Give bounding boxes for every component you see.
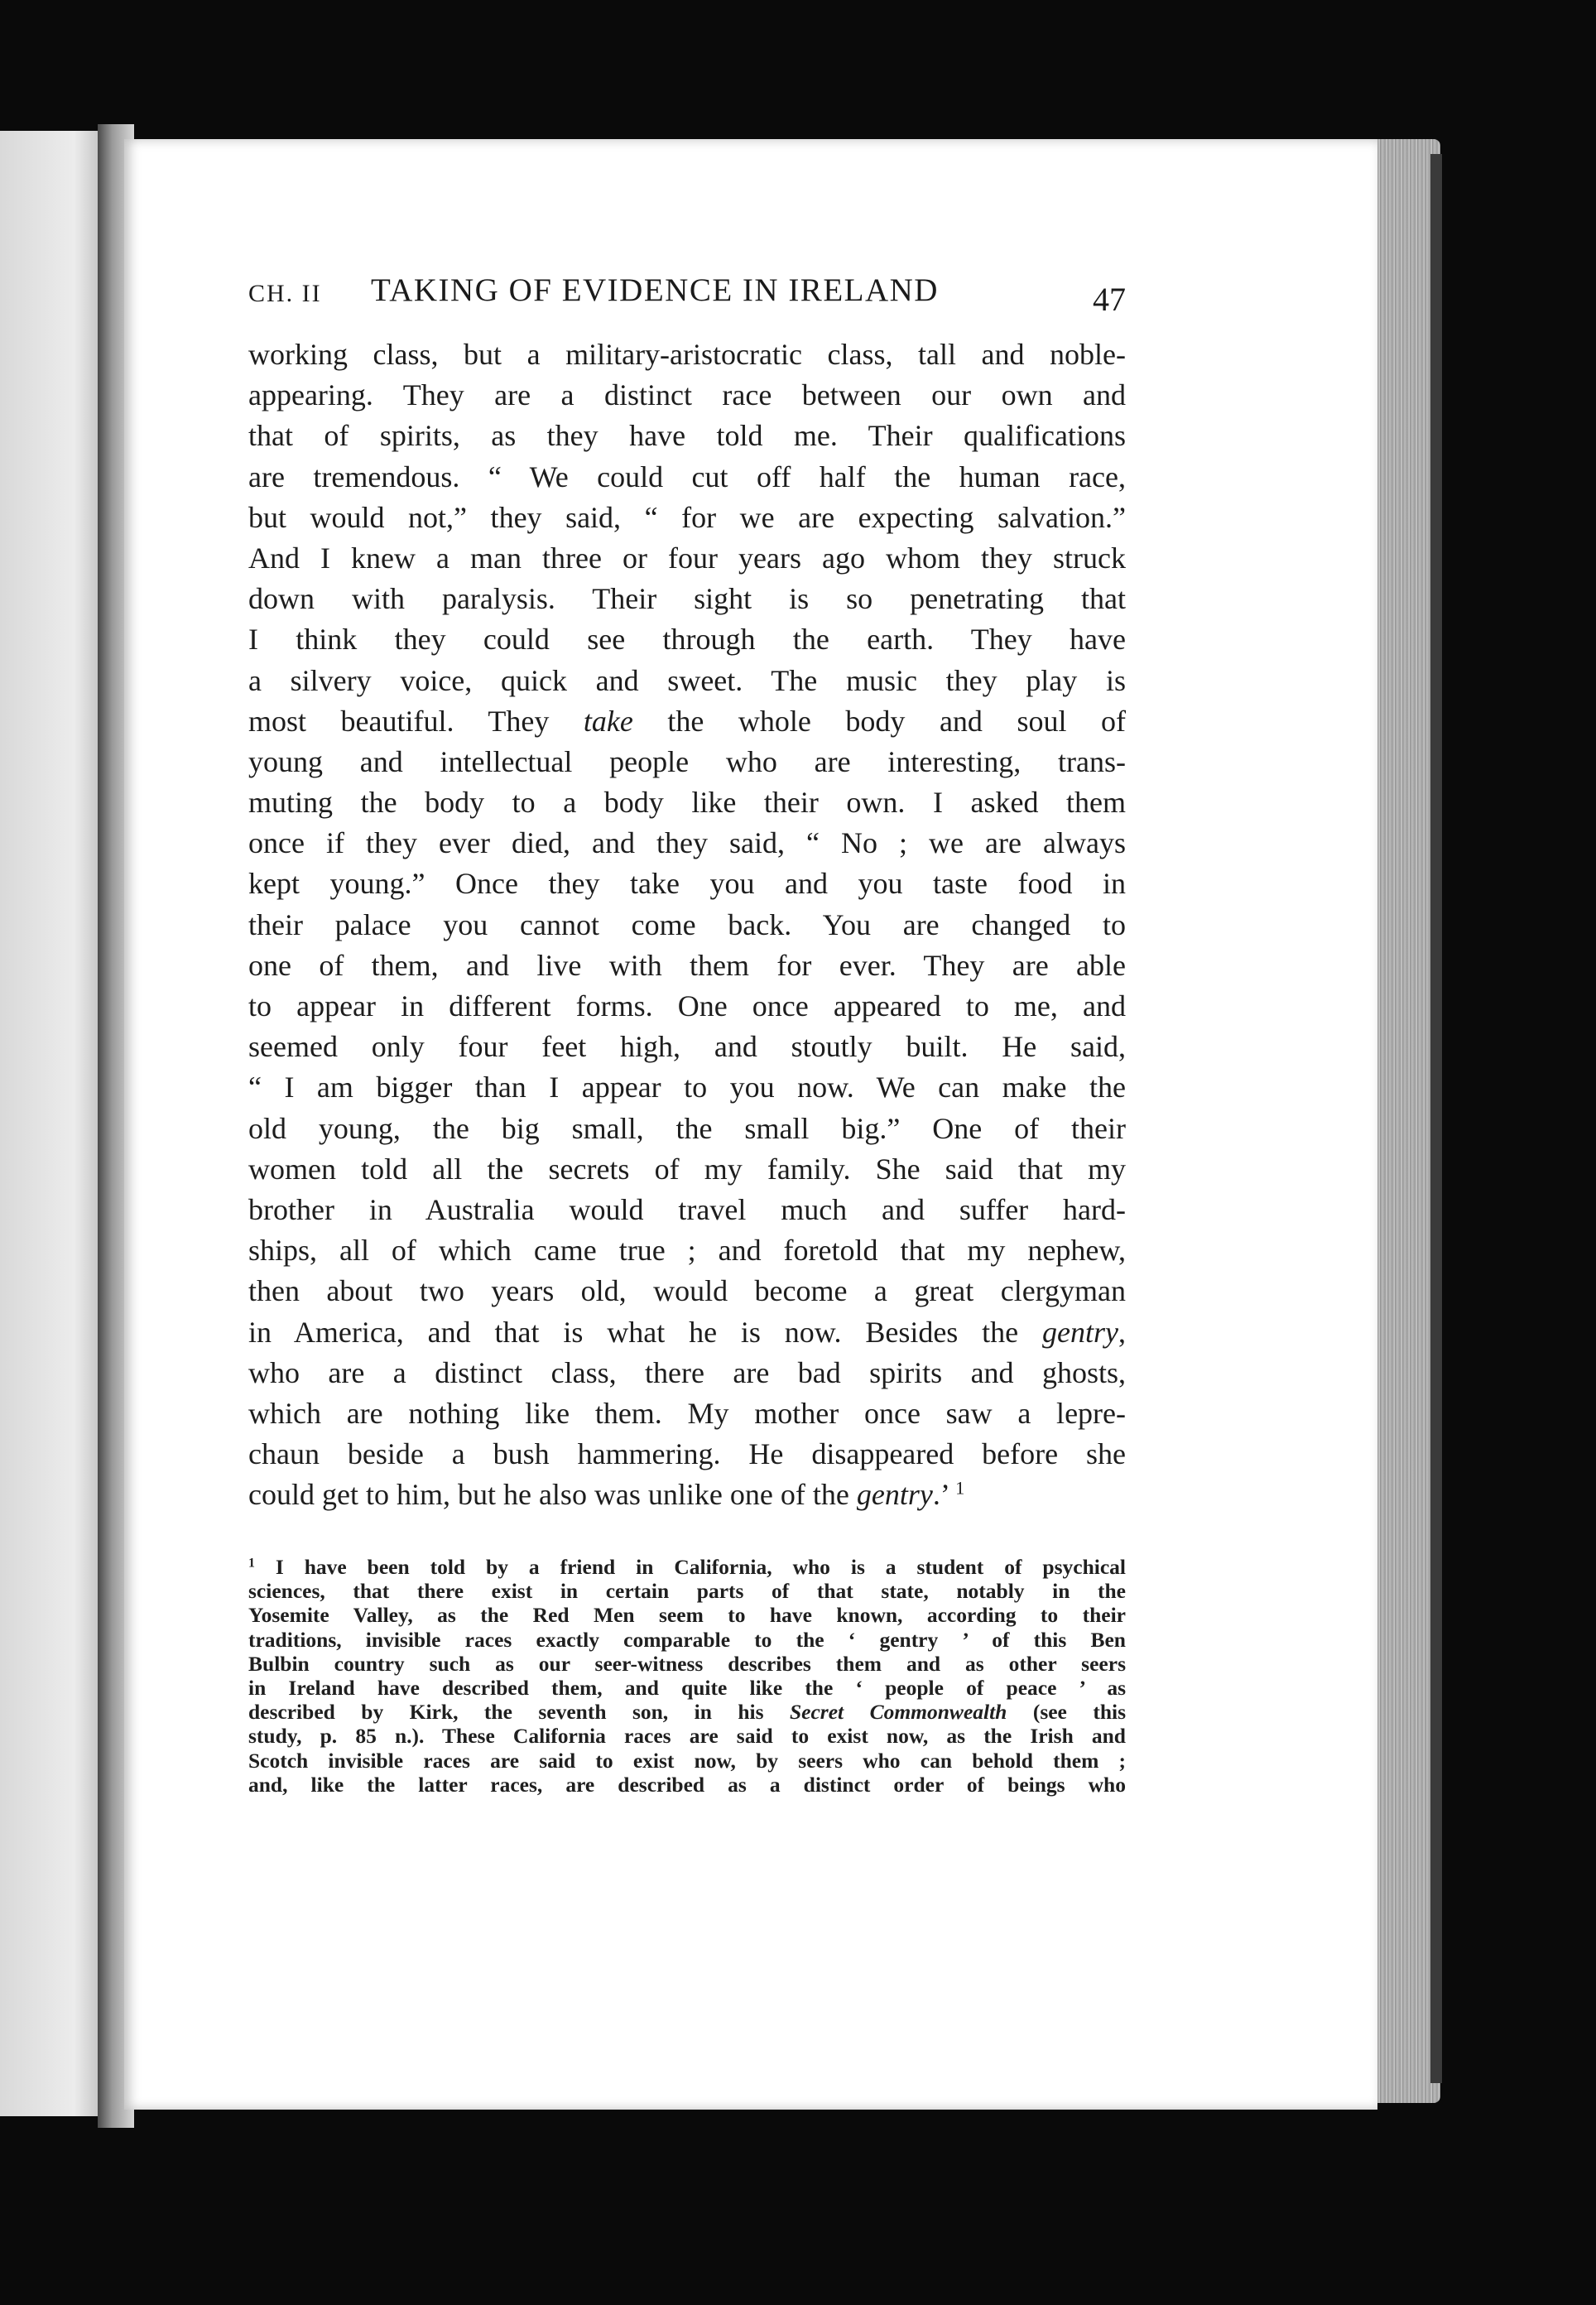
text-run: the whole body and soul of xyxy=(632,704,1126,738)
text-run: kept young.” Once they take you and you taste food in xyxy=(248,867,1126,901)
footnote-marker: 1 xyxy=(248,1556,255,1571)
footnote-line xyxy=(248,1724,1126,1748)
body-line xyxy=(248,782,1126,823)
text-run: working class, but a military-aristocratic class, tall and noble- xyxy=(248,338,1126,371)
text-run: muting the body to a body like their own. I asked them xyxy=(248,786,1126,820)
text-run: study, p. 85 n.). These California races are said to exist now, as the Irish and xyxy=(248,1724,1126,1749)
body-line xyxy=(248,1190,1126,1230)
body-line xyxy=(248,619,1126,660)
body-line xyxy=(248,1271,1126,1311)
text-run: old young, the big small, the small big.” One of their xyxy=(248,1111,1126,1145)
text-run: seemed only four feet high, and stoutly built. He said, xyxy=(248,1030,1126,1064)
text-run: are tremendous. “ We could cut off half the human race, xyxy=(248,460,1126,493)
text-run: who are a distinct class, there are bad spirits and ghosts, xyxy=(248,1355,1126,1389)
footnote-line xyxy=(248,1603,1126,1627)
text-run: Secret Commonwealth xyxy=(789,1700,1007,1725)
body-line xyxy=(248,416,1126,456)
chapter-label: CH. II xyxy=(248,280,322,307)
body-line xyxy=(248,1434,1126,1475)
footnote-line xyxy=(248,1652,1126,1676)
text-run: gentry xyxy=(1042,1315,1118,1349)
text-run: , xyxy=(1118,1315,1126,1349)
text-run: (see this xyxy=(1007,1700,1127,1725)
body-line xyxy=(248,742,1126,782)
text-run: Yosemite Valley, as the Red Men seem to have known, according to their xyxy=(248,1603,1126,1628)
page-number: 47 xyxy=(1093,281,1126,318)
text-run: brother in Australia would travel much and suffer hard- xyxy=(248,1192,1126,1226)
text-run: which are nothing like them. My mother once saw a lepre- xyxy=(248,1396,1126,1430)
body-line xyxy=(248,1149,1126,1190)
footnote-line xyxy=(248,1749,1126,1773)
text-run: “ I am bigger than I appear to you now. We can make the xyxy=(248,1071,1126,1104)
text-run: take xyxy=(583,704,633,738)
text-run: one of them, and live with them for ever. They are able xyxy=(248,948,1126,982)
text-run: that of spirits, as they have told me. Their qualifications xyxy=(248,419,1126,453)
footnote xyxy=(248,1555,1126,1797)
body-line xyxy=(248,498,1126,538)
text-run: women told all the secrets of my family. She said that my xyxy=(248,1152,1126,1186)
body-line xyxy=(248,457,1126,498)
body-line xyxy=(248,946,1126,986)
body-line xyxy=(248,905,1126,946)
text-run: And I knew a man three or four years ago whom they struck xyxy=(248,541,1126,575)
body-line xyxy=(248,579,1126,619)
text-run: most beautiful. They xyxy=(248,704,584,738)
body-line xyxy=(248,375,1126,416)
text-run: I have been told by a friend in California, who is a student of psychical xyxy=(254,1555,1126,1579)
text-run: in Ireland have described them, and quite like the ‘ people of peace ’ as xyxy=(248,1675,1126,1700)
running-head xyxy=(248,270,1126,320)
book-cover-edge xyxy=(1430,154,1442,2083)
footnote-line xyxy=(248,1700,1126,1724)
text-run: appearing. They are a distinct race between our own and xyxy=(248,378,1126,412)
body-line xyxy=(248,1475,1126,1515)
text-run: but would not,” they said, “ for we are expecting salvation.” xyxy=(248,500,1126,534)
body-line xyxy=(248,823,1126,864)
text-run: and, like the latter races, are described as a distinct order of beings who xyxy=(248,1772,1126,1797)
text-run: young and intellectual people who are interesting, trans- xyxy=(248,744,1126,778)
body-line xyxy=(248,701,1126,742)
text-run: chaun beside a bush hammering. He disappeared before she xyxy=(248,1437,1126,1471)
body-line xyxy=(248,334,1126,375)
text-run: a silvery voice, quick and sweet. The music they play is xyxy=(248,663,1126,697)
footnote-line xyxy=(248,1676,1126,1700)
body-line xyxy=(248,1067,1126,1108)
footnote-line xyxy=(248,1579,1126,1603)
text-run: traditions, invisible races exactly comparable to the ‘ gentry ’ of this Ben xyxy=(248,1627,1126,1652)
body-text xyxy=(248,334,1126,1515)
body-line xyxy=(248,538,1126,579)
text-run: I think they could see through the earth. They have xyxy=(248,623,1126,657)
text-run: their palace you cannot come back. You are changed to xyxy=(248,907,1126,941)
running-title: TAKING OF EVIDENCE IN IRELAND xyxy=(371,272,939,308)
body-line xyxy=(248,1353,1126,1393)
footnote-line xyxy=(248,1555,1126,1579)
body-line xyxy=(248,1312,1126,1353)
text-run: in America, and that is what he is now. Besides the xyxy=(248,1315,1043,1349)
text-run: could get to him, but he also was unlike one of the xyxy=(248,1478,857,1512)
text-run: then about two years old, would become a great clergyman xyxy=(248,1274,1126,1308)
body-line xyxy=(248,1230,1126,1271)
text-run: once if they ever died, and they said, “ No ; we are always xyxy=(248,826,1126,860)
text-run: ships, all of which came true ; and foretold that my nephew, xyxy=(248,1234,1126,1268)
footnote-marker: 1 xyxy=(955,1477,965,1499)
text-run: gentry xyxy=(856,1478,933,1512)
left-page-edge xyxy=(0,131,106,2116)
text-run: Bulbin country such as our seer-witness describes them and as other seers xyxy=(248,1651,1126,1676)
body-line xyxy=(248,661,1126,701)
footnote-line xyxy=(248,1628,1126,1652)
body-line xyxy=(248,864,1126,904)
body-line xyxy=(248,1109,1126,1149)
text-run: described by Kirk, the seventh son, in his xyxy=(248,1700,790,1725)
text-run: Scotch invisible races are said to exist now, by seers who can behold them ; xyxy=(248,1748,1126,1773)
body-line xyxy=(248,1027,1126,1067)
body-line xyxy=(248,986,1126,1027)
text-run: .’ xyxy=(932,1478,956,1512)
body-line xyxy=(248,1393,1126,1434)
text-run: to appear in different forms. One once appeared to me, and xyxy=(248,989,1126,1023)
text-run: sciences, that there exist in certain parts of that state, notably in the xyxy=(248,1579,1126,1604)
footnote-line xyxy=(248,1773,1126,1797)
text-run: down with paralysis. Their sight is so penetrating that xyxy=(248,582,1126,616)
